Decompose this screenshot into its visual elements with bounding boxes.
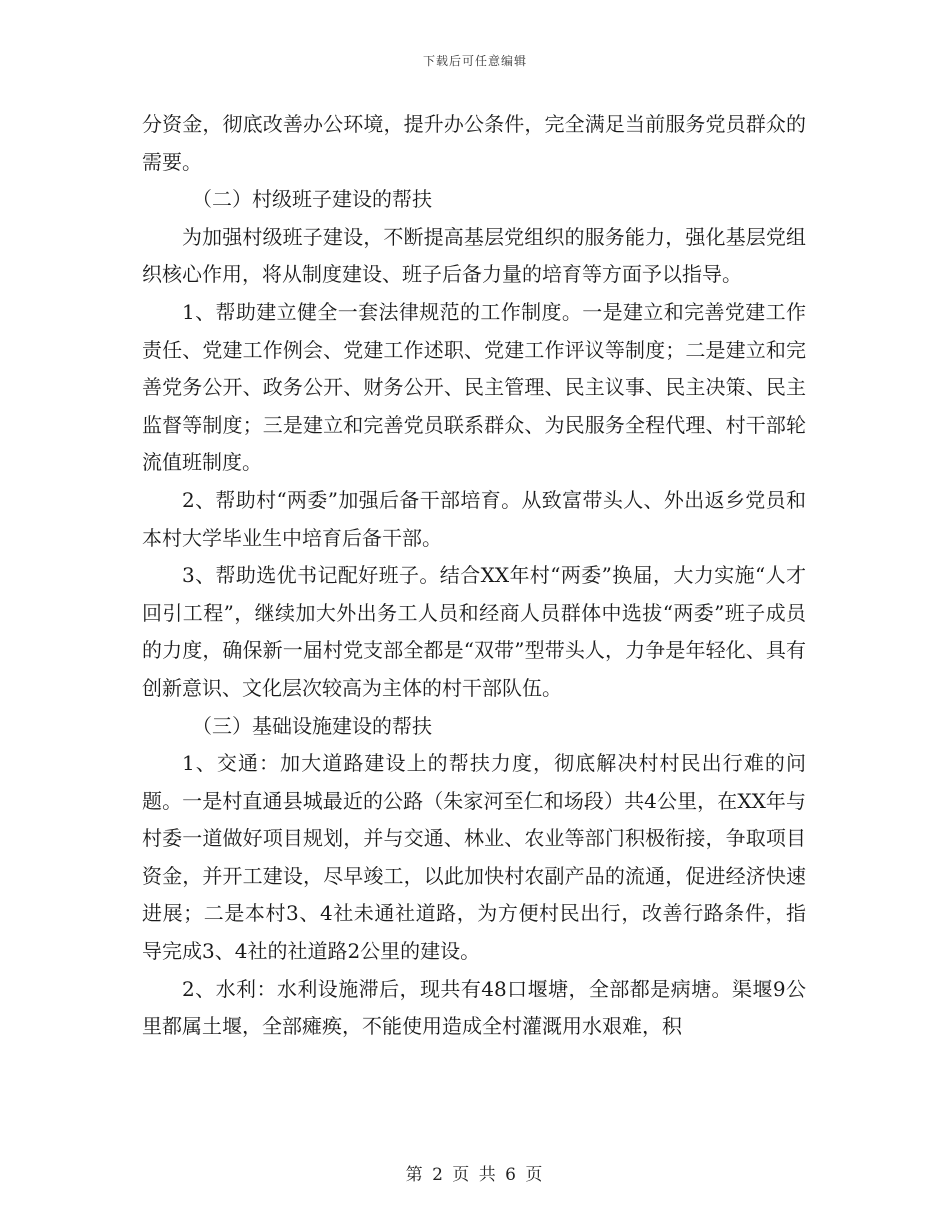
paragraph: 为加强村级班子建设，不断提高基层党组织的服务能力，强化基层党组织核心作用，将从制度建设、班子后备力量的培育等方面予以指导。 (142, 224, 806, 287)
paragraph: 1、帮助建立健全一套法律规范的工作制度。一是建立和完善党建工作责任、党建工作例会、党建工作述职、党建工作评议等制度；二是建立和完善党务公开、政务公开、财务公开、民主管理、民主议事、民主决策、民主监督等制度；三是建立和完善党员联系群众、为民服务全程代理、村干部轮流值班制度。 (142, 299, 806, 475)
paragraph: 分资金，彻底改善办公环境，提升办公条件，完全满足当前服务党员群众的需要。 (142, 112, 806, 174)
paragraph: 2、水利：水利设施滞后，现共有48口堰塘，全部都是病塘。渠堰9公里都属土堰，全部瘫痪，不能使用造成全村灌溉用水艰难，积 (142, 976, 806, 1039)
section-heading: （二）村级班子建设的帮扶 (192, 187, 432, 212)
paragraph: 3、帮助选优书记配好班子。结合XX年村“两委”换届，大力实施“人才回引工程”，继续加大外出务工人员和经商人员群体中选拔“两委”班子成员的力度，确保新一届村党支部全都是“双带”型带头人，力争是年轻化、具有创新意识、文化层次较高为主体的村干部队伍。 (142, 563, 806, 700)
document-body (142, 106, 806, 1046)
page-number: 第 2 页 共 6 页 (405, 1165, 545, 1185)
paragraph: 1、交通：加大道路建设上的帮扶力度，彻底解决村村民出行难的问题。一是村直通县城最近的公路（朱家河至仁和场段）共4公里，在XX年与村委一道做好项目规划，并与交通、林业、农业等部门积极衔接，争取项目资金，并开工建设，尽早竣工，以此加快村农副产品的流通，促进经济快速进展；二是本村3、4社未通社道路，为方便村民出行，改善行路条件，指导完成3、4社的社道路2公里的建设。 (142, 751, 806, 964)
paragraph: 2、帮助村“两委”加强后备干部培育。从致富带头人、外出返乡党员和本村大学毕业生中培育后备干部。 (142, 487, 806, 550)
section-heading: （三）基础设施建设的帮扶 (192, 713, 432, 738)
page-header-note: 下载后可任意编辑 (422, 54, 527, 68)
